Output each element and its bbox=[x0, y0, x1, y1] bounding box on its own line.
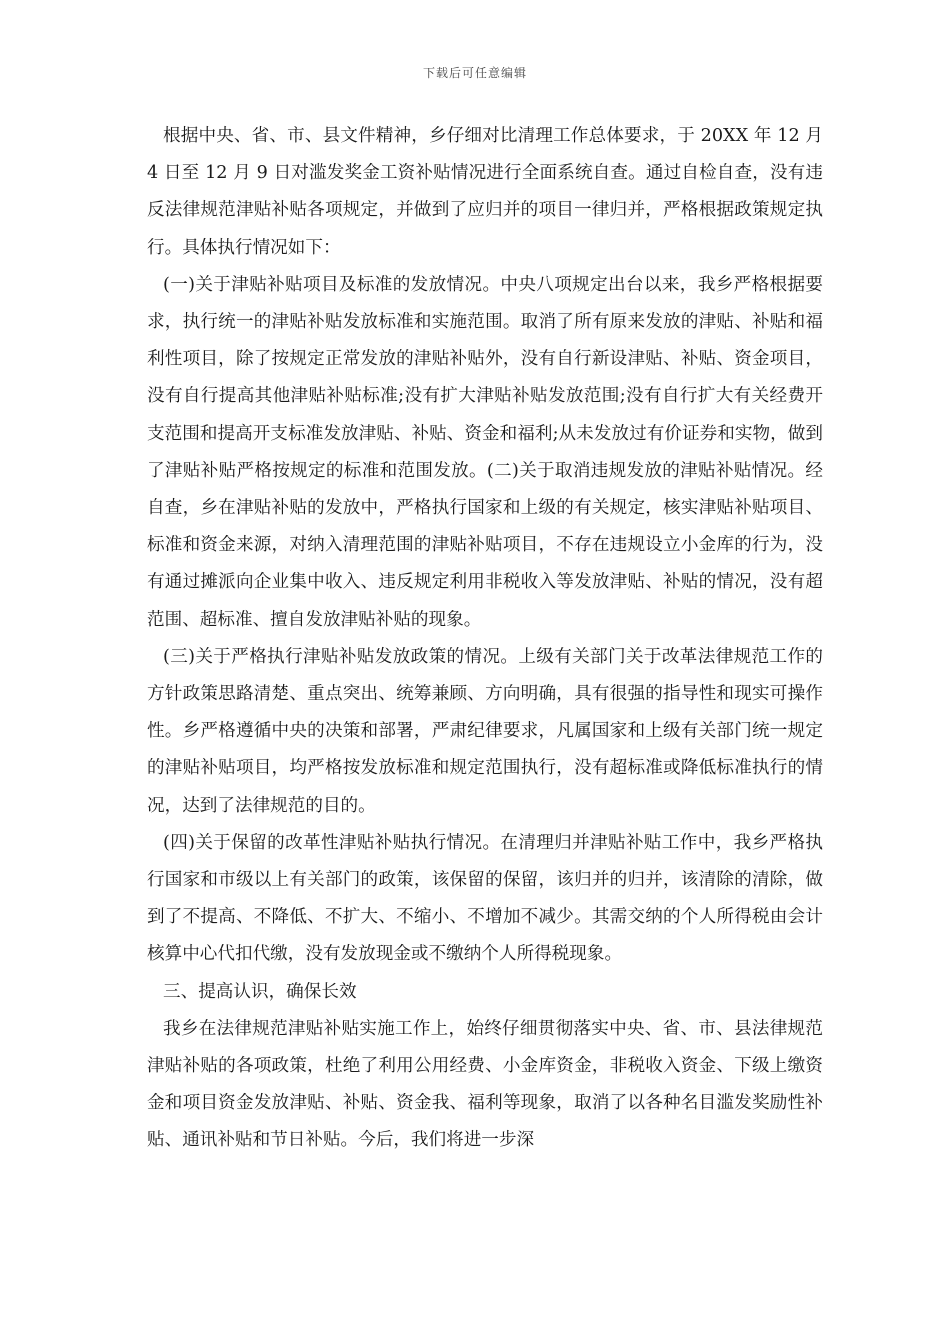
paragraph-intro: 根据中央、省、市、县文件精神，乡仔细对比清理工作总体要求，于 20XX 年 12 月 4 日至 12 月 9 日对滥发奖金工资补贴情况进行全面系统自查。通过自检自查，没有违反法律规范津贴补贴各项规定，并做到了应归并的项目一律归并，严格根据政策规定执行。具体执行情况如下： bbox=[147, 126, 823, 258]
paragraph-section-3: (三)关于严格执行津贴补贴发放政策的情况。上级有关部门关于改革法律规范工作的方针政策思路清楚、重点突出、统筹兼顾、方向明确，具有很强的指导性和现实可操作性。乡严格遵循中央的决策和部署，严肃纪律要求，凡属国家和上级有关部门统一规定的津贴补贴项目，均严格按发放标准和规定范围执行，没有超标准或降低标准执行的情况，达到了法律规范的目的。 bbox=[147, 646, 823, 816]
section-heading: 三、提高认识，确保长效 bbox=[163, 981, 357, 1002]
paragraph-section-1-2: (一)关于津贴补贴项目及标准的发放情况。中央八项规定出台以来，我乡严格根据要求，执行统一的津贴补贴发放标准和实施范围。取消了所有原来发放的津贴、补贴和福利性项目，除了按规定正常发放的津贴补贴外，没有自行新设津贴、补贴、资金项目，没有自行提高其他津贴补贴标准;没有扩大津贴补贴发放范围;没有自行扩大有关经费开支范围和提高开支标准发放津贴、补贴、资金和福利;从未发放过有价证券和实物，做到了津贴补贴严格按规定的标准和范围发放。(二)关于取消违规发放的津贴补贴情况。经自查，乡在津贴补贴的发放中，严格执行国家和上级的有关规定，核实津贴补贴项目、标准和资金来源，对纳入清理范围的津贴补贴项目，不存在违规设立小金库的行为，没有通过摊派向企业集中收入、违反规定利用非税收入等发放津贴、补贴的情况，没有超范围、超标准、擅自发放津贴补贴的现象。 bbox=[147, 274, 823, 630]
page-header: 下载后可任意编辑 bbox=[422, 66, 527, 80]
paragraph-conclusion: 我乡在法律规范津贴补贴实施工作上，始终仔细贯彻落实中央、省、市、县法律规范津贴补贴的各项政策，杜绝了利用公用经费、小金库资金，非税收入资金、下级上缴资金和项目资金发放津贴、补贴、资金我、福利等现象，取消了以各种名目滥发奖励性补贴、通讯补贴和节日补贴。今后，我们将进一步深 bbox=[147, 1018, 823, 1151]
document-body bbox=[147, 118, 823, 1160]
paragraph-section-4: (四)关于保留的改革性津贴补贴执行情况。在清理归并津贴补贴工作中，我乡严格执行国家和市级以上有关部门的政策，该保留的保留，该归并的归并，该清除的清除，做到了不提高、不降低、不扩大、不缩小、不增加不减少。其需交纳的个人所得税由会计核算中心代扣代缴，没有发放现金或不缴纳个人所得税现象。 bbox=[147, 832, 823, 965]
